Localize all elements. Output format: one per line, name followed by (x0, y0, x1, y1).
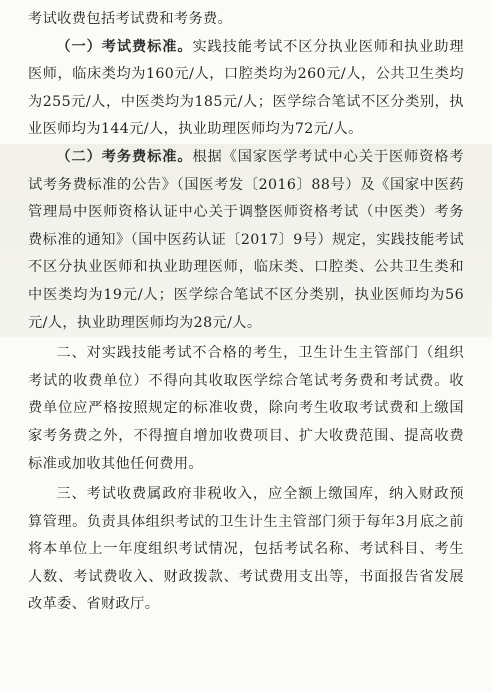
exam-fee-text: 实践技能考试不区分执业医师和执业助理医师，临床类均为160元/人，口腔类均为260元/人，公共卫生类均为255元/人，中医类均为185元/人；医学综合笔试不区分类别，执业医师均为144元/人，执业助理医师均为72元/人。 (28, 38, 464, 138)
admin-fee-paragraph (0, 144, 492, 337)
admin-fee-text: 根据《国家医学考试中心关于医师资格考试考务费标准的公告》（国医考发〔2016〕88号）及《国家中医药管理局中医师资格认证中心关于调整医师资格考试（中医类）考务费标准的通知》（国中医药认证〔2017〕9号）规定，实践技能考试不区分执业医师和执业助理医师，临床类、口腔类、公共卫生类和中医类均为19元/人；医学综合笔试不区分类别，执业医师均为56元/人，执业助理医师均为28元/人。 (28, 148, 464, 331)
exam-fee-heading: （一）考试费标准。 (56, 38, 193, 55)
revenue-management-paragraph (0, 481, 492, 619)
revenue-management-text: 三、考试收费属政府非税收入，应全额上缴国库，纳入财政预算管理。负责具体组织考试的卫生计生主管部门须于每年3月底之前将本单位上一年度组织考试情况，包括考试名称、考试科目、考生人数、考试费收入、财政拨款、考试费用支出等，书面报告省发展改革委、省财政厅。 (28, 486, 464, 613)
failed-candidates-text: 二、对实践技能考试不合格的考生，卫生计生主管部门（组织考试的收费单位）不得向其收取医学综合笔试考务费和考试费。收费单位应严格按照规定的标准收费，除向考生收取考试费和上缴国家考务费之外，不得擅自增加收费项目、扩大收费范围、提高收费标准或加收其他任何费用。 (28, 345, 464, 472)
intro-paragraph (0, 6, 492, 34)
document-body (0, 6, 492, 619)
failed-candidates-paragraph (0, 340, 492, 478)
intro-text: 考试收费包括考试费和考务费。 (28, 11, 233, 27)
admin-fee-heading: （二）考务费标准。 (56, 148, 193, 165)
exam-fee-paragraph (0, 34, 492, 144)
